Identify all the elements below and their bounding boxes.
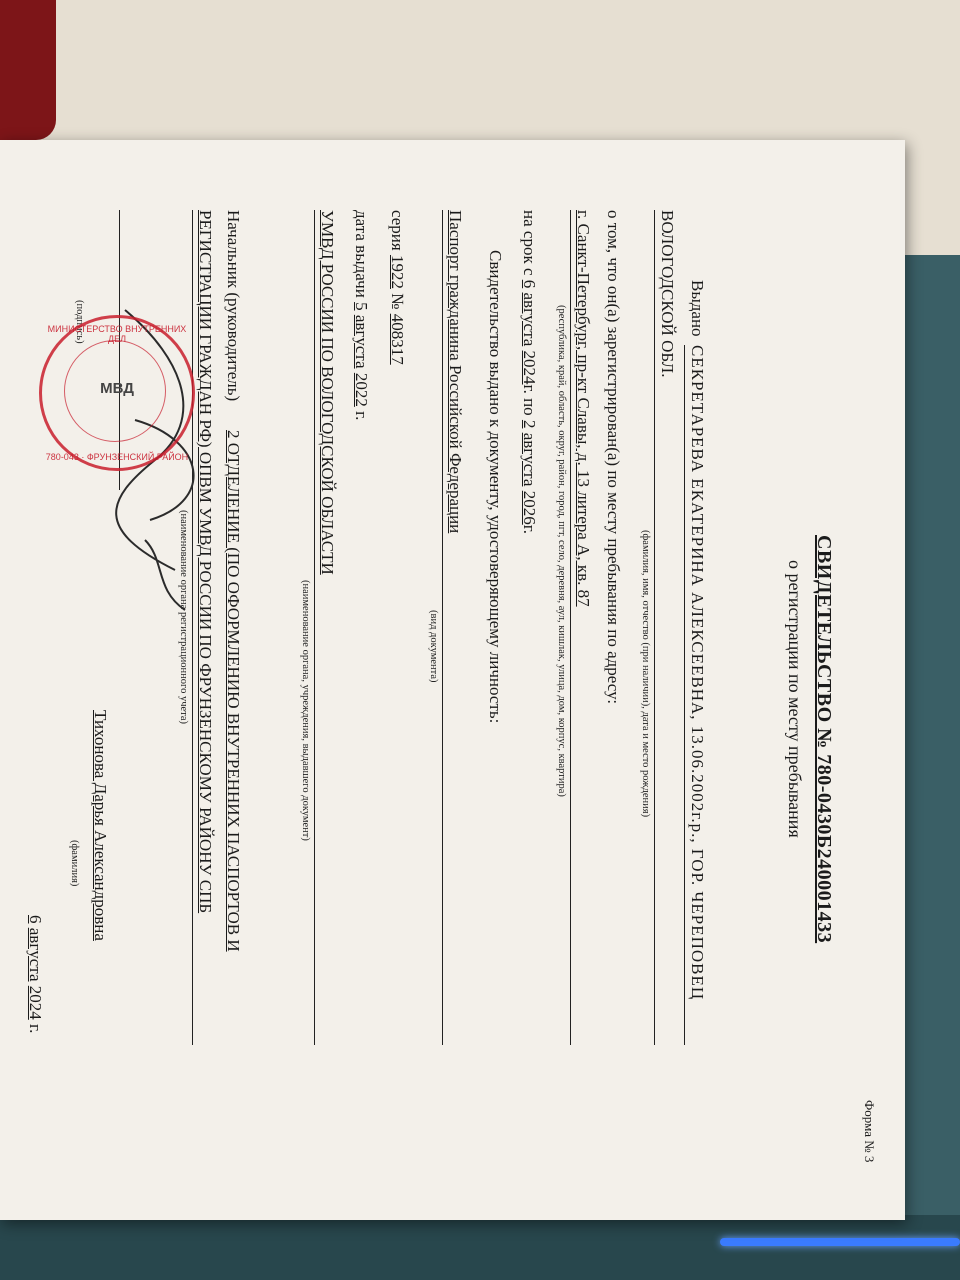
- issue-date-year: 2022: [352, 372, 371, 407]
- form-label: Форма № 3: [862, 1100, 877, 1163]
- address-underline: [570, 210, 571, 1045]
- sign-date-suffix: г.: [26, 1024, 45, 1034]
- issuer-underline: [314, 210, 315, 1045]
- stamp-text-bottom: 780-043 · ФРУНЗЕНСКИЙ РАЙОН: [45, 452, 189, 462]
- issued-to-line2: ВОЛОГОДСКОЙ ОБЛ.: [658, 210, 677, 378]
- period-to-month: августа: [520, 432, 539, 487]
- series-value: 1922: [388, 254, 407, 289]
- series-line: [387, 210, 407, 365]
- period-mid: г. по: [520, 384, 539, 416]
- document-type: Паспорт гражданина Российской Федерации: [446, 210, 465, 534]
- certificate-paper: [0, 140, 905, 1220]
- certificate-title: СВИДЕТЕЛЬСТВО № 780-0430Б240001433: [813, 535, 835, 944]
- sign-date-year: 2024: [26, 985, 45, 1020]
- sign-date-line: [25, 915, 45, 1033]
- sign-date-month: августа: [26, 927, 45, 982]
- caption-address: (республика, край, область, округ, район, город, пгт, село, деревня, аул, кишлак, улица, дом, корпус, квартира): [556, 305, 567, 797]
- issued-to-underline-2: [654, 210, 655, 1045]
- caption-org: (наименование органа регистрационного учета): [178, 510, 189, 725]
- issuer-value: УМВД РОССИИ ПО ВОЛОГОДСКОЙ ОБЛАСТИ: [318, 210, 337, 575]
- issued-doc-text: Свидетельство выдано к документу, удостоверяющему личность:: [486, 250, 505, 724]
- issue-date-day: 5: [352, 302, 371, 311]
- issued-to-line1: СЕКРЕТАРЕВА ЕКАТЕРИНА АЛЕКСЕЕВНА, 13.06.2002г.р., ГОР. ЧЕРЕПОВЕЦ: [688, 345, 707, 1001]
- period-from-month: августа: [520, 292, 539, 347]
- blue-led-strip: [720, 1238, 960, 1246]
- head-org-line1: 2 ОТДЕЛЕНИЕ (ПО ОФОРМЛЕНИЮ ВНУТРЕННИХ ПАСПОРТОВ И: [224, 430, 243, 952]
- red-cloth: [0, 0, 56, 140]
- official-stamp: [39, 315, 195, 471]
- number-value: 408317: [388, 313, 407, 365]
- period-from-day: 6: [520, 279, 539, 289]
- number-label: №: [388, 293, 407, 310]
- certificate-content: [0, 140, 905, 1220]
- period-to-year: 2026: [520, 490, 539, 525]
- sign-date-day: 6: [26, 915, 45, 924]
- certificate-subtitle: о регистрации по месту пребывания: [785, 560, 805, 838]
- caption-signature: (подпись): [74, 300, 85, 344]
- issued-to-underline: [684, 345, 685, 1045]
- period-prefix: на срок с: [520, 210, 539, 276]
- signer-name: Тихонова Дарья Александровна: [91, 710, 110, 941]
- period-from-year: 2024: [520, 350, 539, 385]
- caption-issuer: (наименование органа, учреждения, выдавшего документ): [300, 580, 311, 841]
- address-value: г. Санкт-Петербург, пр-кт Славы, д. 13 литера А, кв. 87: [574, 210, 593, 607]
- issue-date-suffix: г.: [352, 411, 371, 421]
- issued-prefix: Выдано: [688, 280, 707, 337]
- issue-date-month: августа: [352, 314, 371, 369]
- stamp-text-top: МИНИСТЕРСТВО ВНУТРЕННИХ ДЕЛ: [47, 324, 187, 344]
- issue-date-line: [351, 210, 371, 420]
- period-suffix: г.: [520, 524, 539, 535]
- head-prefix: Начальник (руководитель): [224, 210, 243, 402]
- desk-mat-edge: [0, 1215, 960, 1280]
- document-underline: [442, 210, 443, 1045]
- caption-doc: (вид документа): [428, 610, 439, 683]
- head-org-line2: РЕГИСТРАЦИИ ГРАЖДАН РФ) ОПВМ УМВД РОССИИ ПО ФРУНЗЕНСКОМУ РАЙОНУ СПБ: [196, 210, 215, 914]
- caption-surname: (фамилия): [69, 840, 80, 887]
- period-to-day: 2: [520, 419, 539, 429]
- period-line: [519, 210, 539, 534]
- series-label: серия: [388, 210, 407, 251]
- issue-date-label: дата выдачи: [352, 210, 371, 298]
- stamp-center: МВД: [100, 380, 134, 397]
- registered-text: о том, что он(а) зарегистрирован(а) по месту пребывания по адресу:: [604, 210, 623, 705]
- caption-person: (фамилия, имя, отчество (при наличии), дата и место рождения): [640, 530, 651, 818]
